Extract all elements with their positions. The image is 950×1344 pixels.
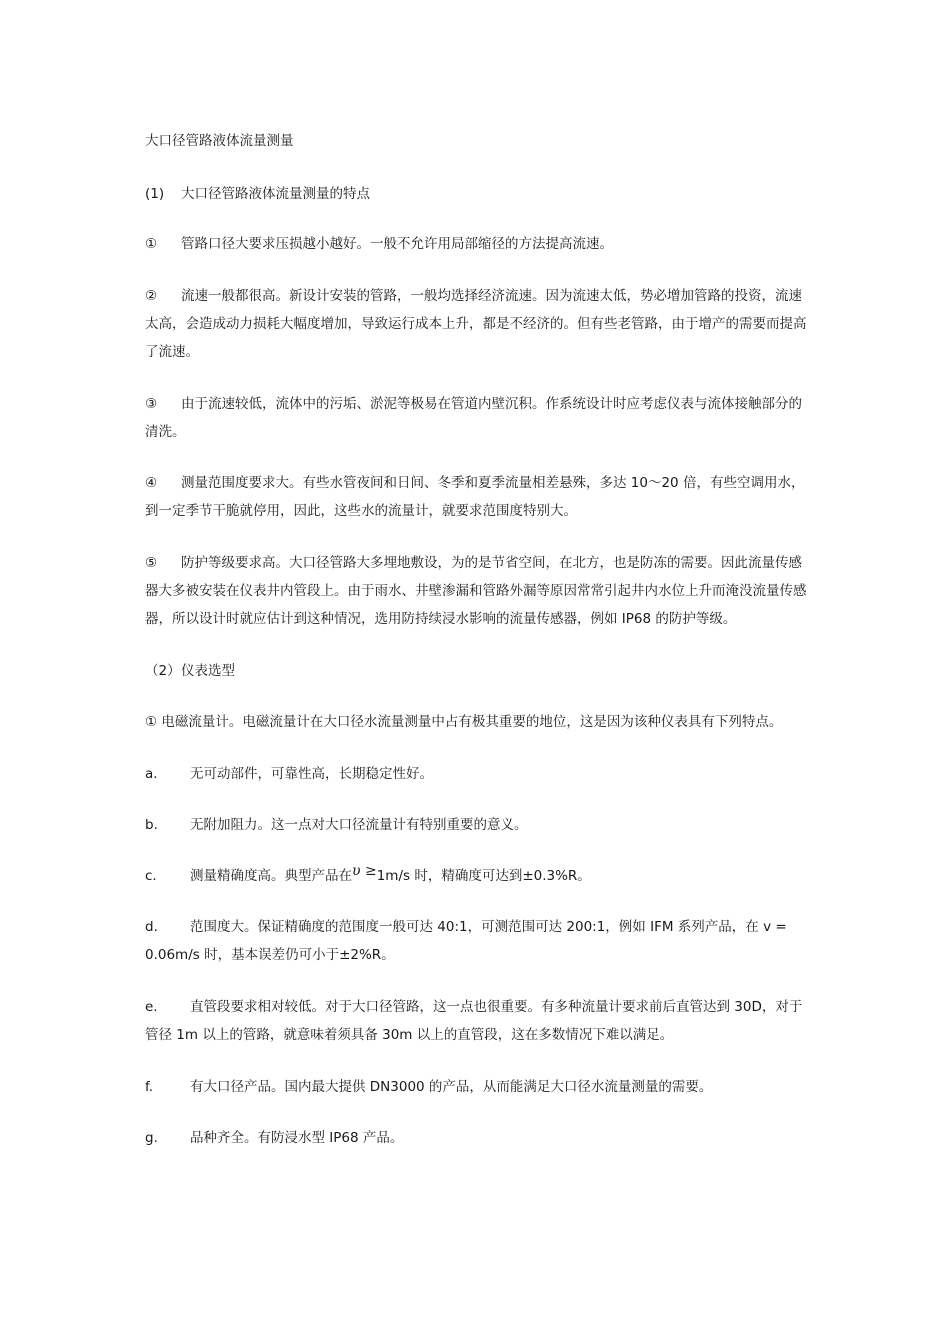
paragraph-item-3: ③ 由于流速较低，流体中的污垢、淤泥等极易在管道内壁沉积。作系统设计时应考虑仪表与流体接触部分的清洗。 [145, 396, 802, 440]
document-title: 大口径管路液体流量测量 [145, 133, 294, 149]
paragraph-item-2: ② 流速一般都很高。新设计安装的管路，一般均选择经济流速。因为流速太低，势必增加管路的投资，流速太高，会造成动力损耗大幅度增加，导致运行成本上升，都是不经济的。但有些老管路，由于增产的需要而提高了流速。 [145, 288, 807, 360]
list-item-a: a. 无可动部件，可靠性高，长期稳定性好。 [145, 766, 433, 782]
list-item-c: c. 测量精确度高。典型产品在υ ≥1m/s 时，精确度可达到±0.3%R。 [145, 863, 591, 884]
list-item-f: f. 有大口径产品。国内最大提供 DN3000 的产品，从而能满足大口径水流量测量的需要。 [145, 1079, 713, 1095]
paragraph-electromagnetic: ① 电磁流量计。电磁流量计在大口径水流量测量中占有极其重要的地位，这是因为该种仪表具有下列特点。 [145, 714, 783, 730]
section-heading-features: (1) 大口径管路液体流量测量的特点 [145, 186, 370, 202]
list-item-d: d. 范围度大。保证精确度的范围度一般可达 40:1，可测范围可达 200:1，例如 IFM 系列产品，在 v = 0.06m/s 时，基本误差仍可小于±2%R。 [145, 919, 787, 963]
paragraph-item-5: ⑤ 防护等级要求高。大口径管路大多埋地敷设，为的是节省空间，在北方，也是防冻的需要。因此流量传感器大多被安装在仪表井内管段上。由于雨水、井壁渗漏和管路外漏等原因常常引起井内水位上升而淹没流量传感器，所以设计时就应估计到这种情况，选用防持续浸水影响的流量传感器，例如 IP68 的防护等级。 [145, 555, 807, 627]
paragraph-item-4: ④ 测量范围度要求大。有些水管夜间和日间、冬季和夏季流量相差悬殊，多达 10～20 倍，有些空调用水，到一定季节干脆就停用，因此，这些水的流量计，就要求范围度特别大。 [145, 475, 805, 519]
list-item-b: b. 无附加阻力。这一点对大口径流量计有特别重要的意义。 [145, 817, 528, 833]
list-item-e: e. 直管段要求相对较低。对于大口径管路，这一点也很重要。有多种流量计要求前后直管达到 30D，对于管径 1m 以上的管路，就意味着须具备 30m 以上的直管段，这在多数情况下难以满足。 [145, 999, 803, 1043]
list-item-g: g. 品种齐全。有防浸水型 IP68 产品。 [145, 1130, 404, 1146]
velocity-symbol: υ ≥ [352, 863, 377, 879]
section-heading-selection: （2）仪表选型 [145, 663, 235, 679]
paragraph-item-1: ① 管路口径大要求压损越小越好。一般不允许用局部缩径的方法提高流速。 [145, 236, 613, 252]
